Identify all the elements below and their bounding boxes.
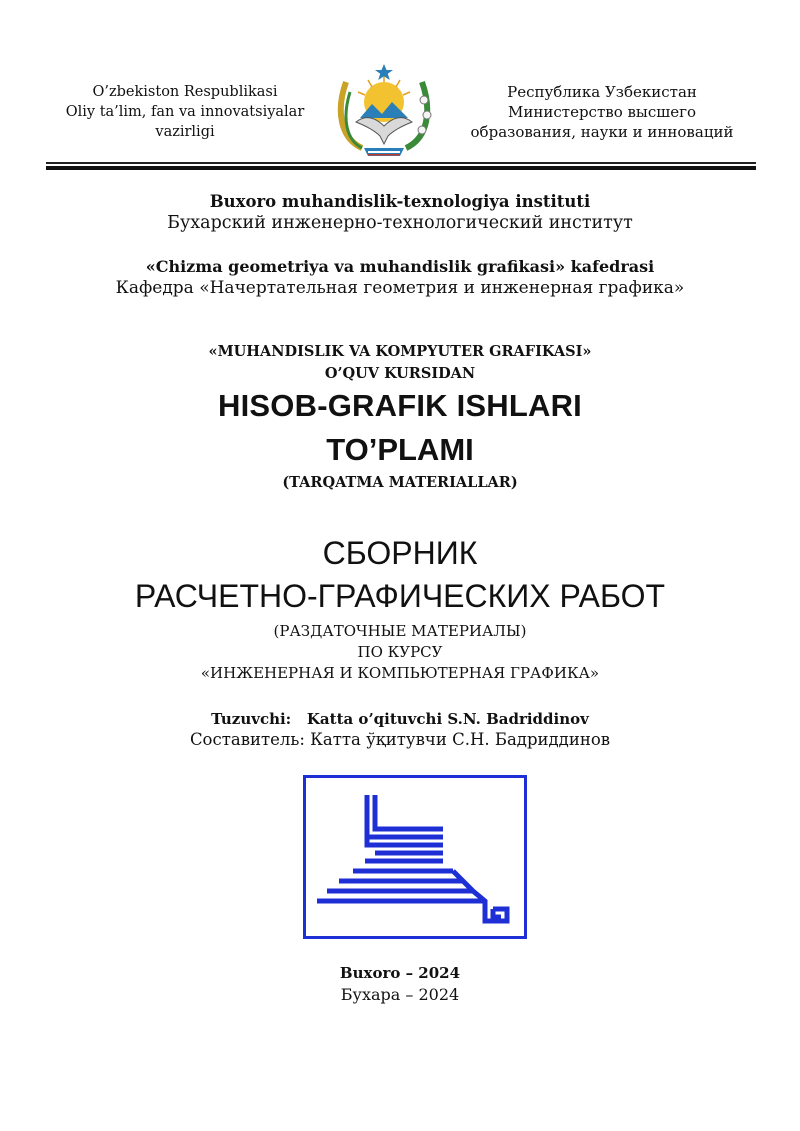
ministry-ru-line: Министерство высшего	[508, 103, 696, 121]
ministry-name-uz	[60, 82, 310, 142]
department-logo-icon	[303, 775, 527, 939]
department-name-ru: Кафедра «Начертательная геометрия и инженерная графика»	[115, 278, 685, 298]
document-subtitle-uz: (TARQATMA MATERIALLAR)	[282, 474, 518, 491]
document-title-ru: СБОРНИК	[322, 535, 478, 571]
ministry-ru-line: образования, науки и инноваций	[470, 123, 734, 141]
department-name-uz: «Chizma geometriya va muhandislik grafikasi» kafedrasi	[145, 257, 655, 276]
state-emblem-icon	[332, 60, 436, 160]
document-title-uz-line2: TO’PLAMI	[326, 432, 474, 467]
ministry-ru-line: Республика Узбекистан	[507, 83, 697, 101]
publication-place-year-ru: Бухара – 2024	[340, 985, 460, 1004]
ministry-uz-line: Oliy ta’lim, fan va innovatsiyalar	[65, 104, 305, 120]
author-uz: Tuzuvchi: Katta o’qituvchi S.N. Badriddinov	[211, 710, 589, 728]
header-divider-thin	[46, 162, 756, 164]
institute-name-uz: Buxoro muhandislik-texnologiya instituti	[209, 192, 591, 211]
course-suffix: O’QUV KURSIDAN	[324, 365, 476, 382]
header-divider-thick	[46, 166, 756, 170]
document-title-uz: HISOB-GRAFIK ISHLARI	[218, 388, 582, 423]
ministry-uz-line: vazirligi	[155, 124, 215, 140]
ministry-uz-line: O’zbekiston Respublikasi	[92, 84, 278, 100]
document-title-ru-line2: РАСЧЕТНО-ГРАФИЧЕСКИХ РАБОТ	[134, 578, 666, 614]
document-subtitle-ru: (РАЗДАТОЧНЫЕ МАТЕРИАЛЫ)	[273, 622, 527, 640]
course-prefix-ru: ПО КУРСУ	[357, 643, 443, 661]
institute-name-ru: Бухарский инженерно-технологический институт	[167, 213, 633, 233]
course-name: «MUHANDISLIK VA KOMPYUTER GRAFIKASI»	[208, 343, 592, 360]
publication-place-year-uz: Buxoro – 2024	[339, 964, 461, 982]
author-ru: Составитель: Катта ўқитувчи С.Н. Бадриддинов	[189, 730, 611, 749]
ministry-name-ru	[462, 82, 742, 142]
course-name-ru: «ИНЖЕНЕРНАЯ И КОМПЬЮТЕРНАЯ ГРАФИКА»	[200, 664, 600, 682]
